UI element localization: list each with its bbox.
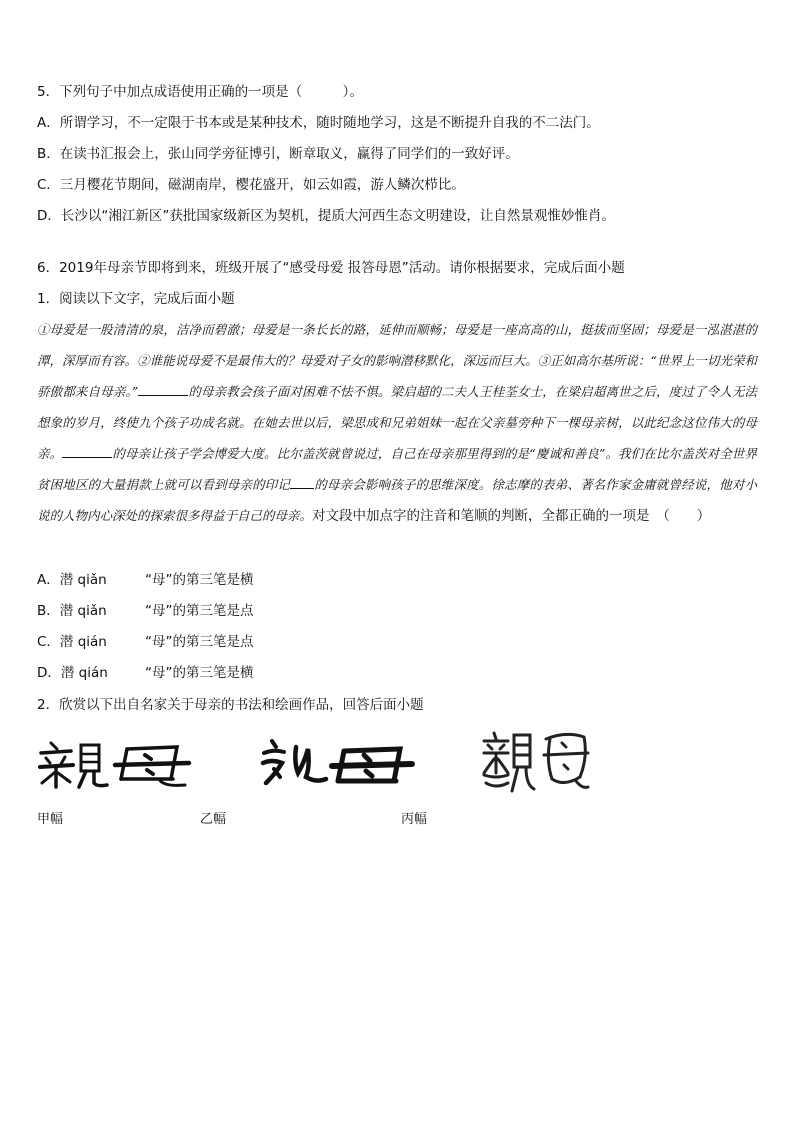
option-label: C．潜 qián <box>37 634 107 650</box>
option-text: “母”的第三笔是横 <box>145 572 254 588</box>
q6-sub2-title: 2．欣赏以下出自名家关于母亲的书法和绘画作品，回答后面小题 <box>37 697 424 713</box>
option-label: A．潜 qiǎn <box>37 572 107 588</box>
answer-blank <box>290 476 314 489</box>
calligraphy-bing-image <box>480 727 592 799</box>
q6-sub1-question: 对文段中加点字的注音和笔顺的判断，全都正确的一项是 （ ） <box>312 508 711 524</box>
calligraphy-jia-image <box>37 733 207 793</box>
q6-sub1-option-c <box>37 633 254 651</box>
q5-option-d: D．长沙以“湘江新区”获批国家级新区为契机，提质大河西生态文明建设，让自然景观惟妙惟肖。 <box>37 208 615 224</box>
q6-sub1-option-a <box>37 571 254 589</box>
calligraphy-bing <box>480 727 592 799</box>
passage-part-4: 的母亲会影响孩子的思维深度。徐志摩的表弟、著名作家金庸就曾经说，他对小说的人物内心深处的探索很多得益于自己的母亲。 <box>37 477 757 523</box>
option-text: “母”的第三笔是横 <box>145 665 254 681</box>
q5-option-b: B．在读书汇报会上，张山同学旁征博引，断章取义，赢得了同学们的一致好评。 <box>37 146 519 162</box>
option-text: “母”的第三笔是点 <box>145 603 254 619</box>
caption-bing: 丙幅 <box>401 812 428 827</box>
option-label: D．潜 qián <box>37 665 108 681</box>
calligraphy-yi <box>258 733 418 793</box>
q6-sub1-option-d <box>37 664 254 682</box>
passage-part-2: 的母亲教会孩子面对困难不怯不惧。梁启超的二夫人王桂荃女士，在梁启超离世之后，度过了令人无法想象的岁月，终使九个孩子功成名就。在她去世以后，梁思成和兄弟姐妹一起在父亲墓旁种下一棵母亲树，以此纪念这位伟大的母亲。 <box>37 384 757 461</box>
answer-blank <box>62 445 112 458</box>
q6-sub1-option-b <box>37 602 254 620</box>
caption-jia: 甲幅 <box>37 812 64 827</box>
passage-part-3: 的母亲让孩子学会博爱大度。比尔盖茨就曾说过，自己在母亲那里得到的是“慶诚和善良”。我们在比尔盖茨对全世界贫困地区的大量捐款上就可以看到母亲的印记 <box>37 446 757 492</box>
q5-option-c: C．三月樱花节期间，磁湖南岸，樱花盛开，如云如霞，游人鳞次栉比。 <box>37 177 465 193</box>
caption-yi: 乙幅 <box>200 812 227 827</box>
passage-part-1: ①母爱是一股清清的泉，洁净而碧澈；母爱是一条长长的路，延伸而顺畅；母爱是一座高高的山，挺拔而坚固；母爱是一泓湛湛的潭，深厚而有容。②谁能说母爱不是最伟大的？母爱对子女的影响潜移默化，深远而巨大。③正如高尔基所说：“世界上一切光荣和骄傲都来自母亲。” <box>37 322 757 399</box>
option-label: B．潜 qiǎn <box>37 603 107 619</box>
calligraphy-jia <box>37 733 207 793</box>
option-text: “母”的第三笔是点 <box>145 634 254 650</box>
answer-blank <box>138 383 188 396</box>
q6-sub1-title: 1．阅读以下文字，完成后面小题 <box>37 291 235 307</box>
q5-stem: 5．下列句子中加点成语使用正确的一项是（ ）。 <box>37 84 363 100</box>
q6-passage <box>37 314 757 532</box>
q6-stem: 6．2019年母亲节即将到来，班级开展了“感受母爱 报答母恩”活动。请你根据要求，完成后面小题 <box>37 260 625 276</box>
q5-option-a: A．所谓学习，不一定限于书本或是某种技术，随时随地学习，这是不断提升自我的不二法门。 <box>37 115 600 131</box>
calligraphy-yi-image <box>258 733 418 793</box>
